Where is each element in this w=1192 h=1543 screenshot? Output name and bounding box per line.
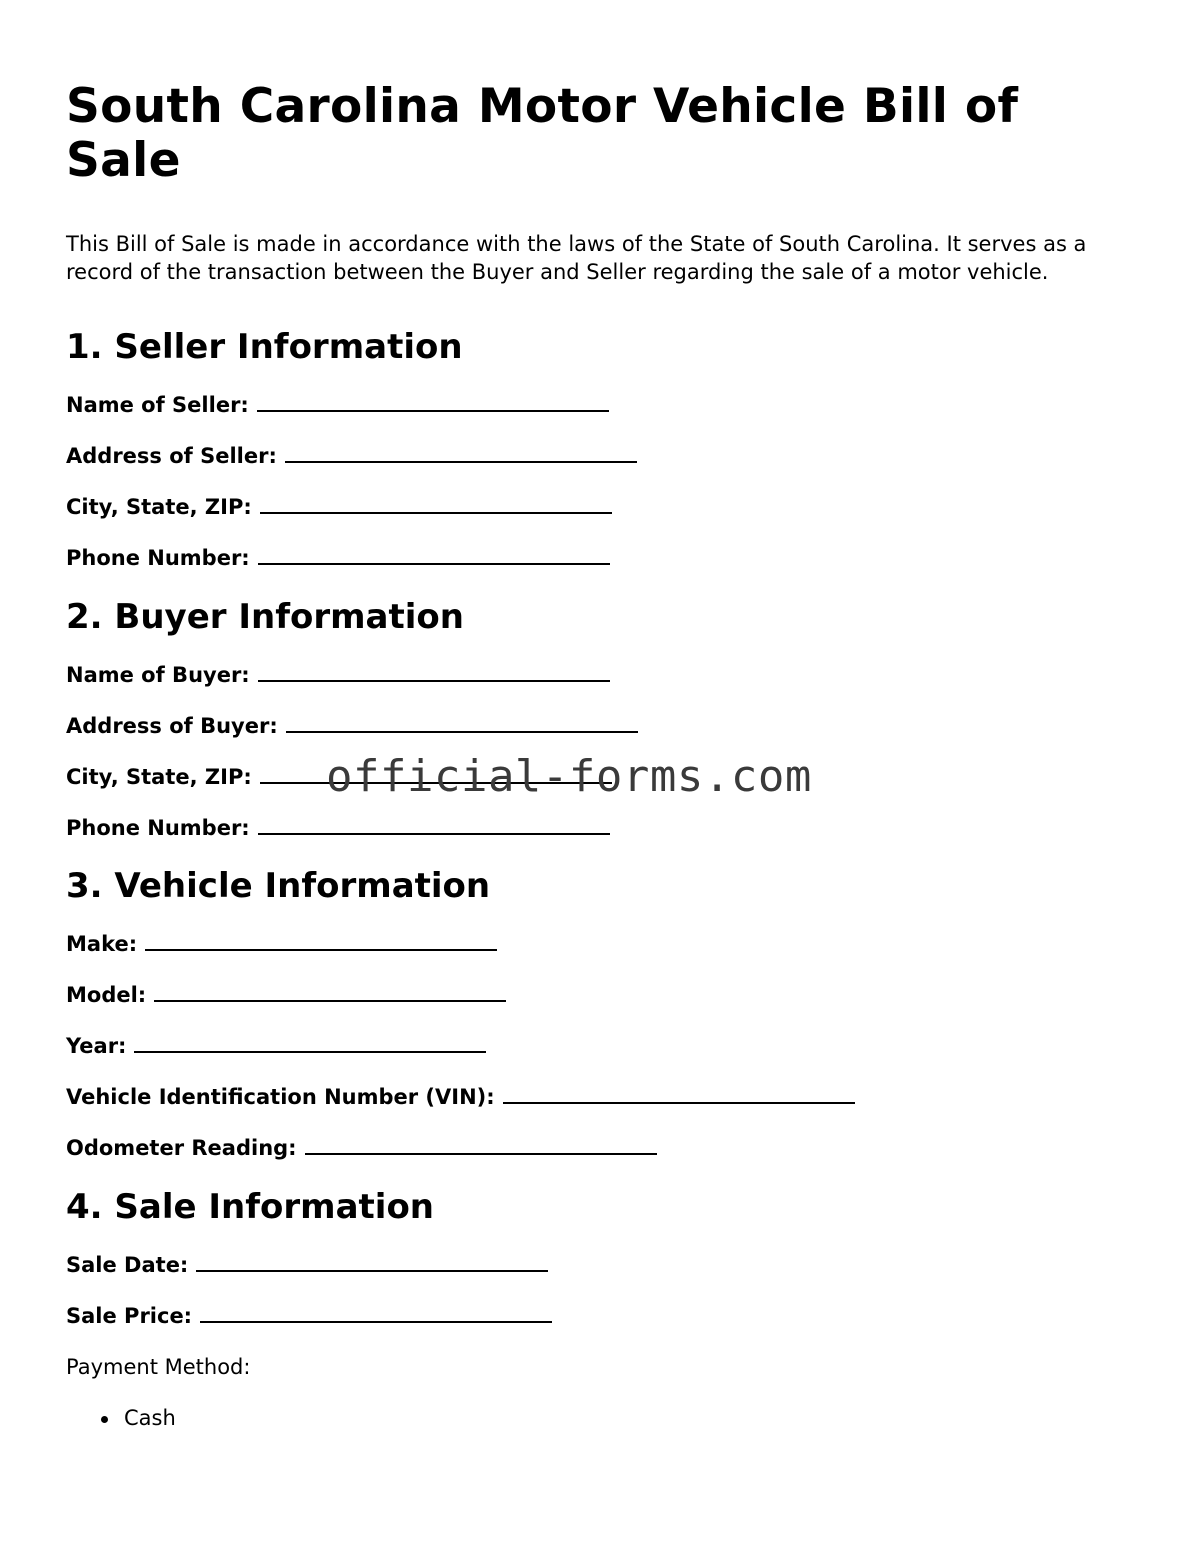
seller-phone-label: Phone Number: <box>66 546 250 570</box>
payment-method-list <box>66 1404 1136 1432</box>
buyer-phone-field <box>66 814 1136 842</box>
sale-section-heading: 4. Sale Information <box>66 1187 435 1227</box>
seller-section-heading: 1. Seller Information <box>66 327 463 367</box>
vehicle-model-field <box>66 981 1136 1009</box>
buyer-address-blank[interactable] <box>286 713 638 733</box>
seller-phone-field <box>66 544 1136 572</box>
sale-date-label: Sale Date: <box>66 1253 189 1277</box>
seller-name-field <box>66 391 1136 419</box>
vehicle-odometer-label: Odometer Reading: <box>66 1136 297 1160</box>
vehicle-vin-label: Vehicle Identification Number (VIN): <box>66 1085 495 1109</box>
intro-paragraph: This Bill of Sale is made in accordance with the laws of the State of South Carolina. It serves as a record of the transaction between the Buyer and Seller regarding the sale of a motor vehicle. <box>66 232 1087 284</box>
vehicle-model-blank[interactable] <box>154 982 506 1002</box>
sale-date-blank[interactable] <box>196 1252 548 1272</box>
sale-price-field <box>66 1302 1136 1330</box>
vehicle-model-label: Model: <box>66 983 147 1007</box>
vehicle-vin-blank[interactable] <box>503 1084 855 1104</box>
payment-option-cash: Cash <box>66 1404 1136 1432</box>
seller-address-label: Address of Seller: <box>66 444 277 468</box>
buyer-name-blank[interactable] <box>258 662 610 682</box>
buyer-phone-label: Phone Number: <box>66 816 250 840</box>
buyer-address-field <box>66 712 1136 740</box>
buyer-name-field <box>66 661 1136 689</box>
document-title: South Carolina Motor Vehicle Bill of Sale <box>66 79 1019 188</box>
vehicle-section-heading: 3. Vehicle Information <box>66 866 491 906</box>
vehicle-odometer-blank[interactable] <box>305 1135 657 1155</box>
vehicle-odometer-field <box>66 1134 1136 1162</box>
sale-price-label: Sale Price: <box>66 1304 193 1328</box>
vehicle-make-field <box>66 930 1136 958</box>
seller-name-blank[interactable] <box>257 392 609 412</box>
seller-address-field <box>66 442 1136 470</box>
vehicle-year-field <box>66 1032 1136 1060</box>
vehicle-make-blank[interactable] <box>145 931 497 951</box>
buyer-address-label: Address of Buyer: <box>66 714 278 738</box>
vehicle-make-label: Make: <box>66 932 138 956</box>
sale-price-blank[interactable] <box>200 1303 552 1323</box>
sale-date-field <box>66 1251 1136 1279</box>
seller-city-blank[interactable] <box>260 494 612 514</box>
vehicle-year-blank[interactable] <box>134 1033 486 1053</box>
buyer-city-label: City, State, ZIP: <box>66 765 252 789</box>
payment-method-label: Payment Method: <box>66 1355 251 1379</box>
vehicle-year-label: Year: <box>66 1034 127 1058</box>
buyer-name-label: Name of Buyer: <box>66 663 250 687</box>
seller-city-label: City, State, ZIP: <box>66 495 252 519</box>
buyer-section-heading: 2. Buyer Information <box>66 597 464 637</box>
buyer-phone-blank[interactable] <box>258 815 610 835</box>
seller-phone-blank[interactable] <box>258 545 610 565</box>
vehicle-vin-field <box>66 1083 1136 1111</box>
seller-city-field <box>66 493 1136 521</box>
seller-address-blank[interactable] <box>285 443 637 463</box>
seller-name-label: Name of Seller: <box>66 393 249 417</box>
watermark-text: official-forms.com <box>326 751 812 802</box>
